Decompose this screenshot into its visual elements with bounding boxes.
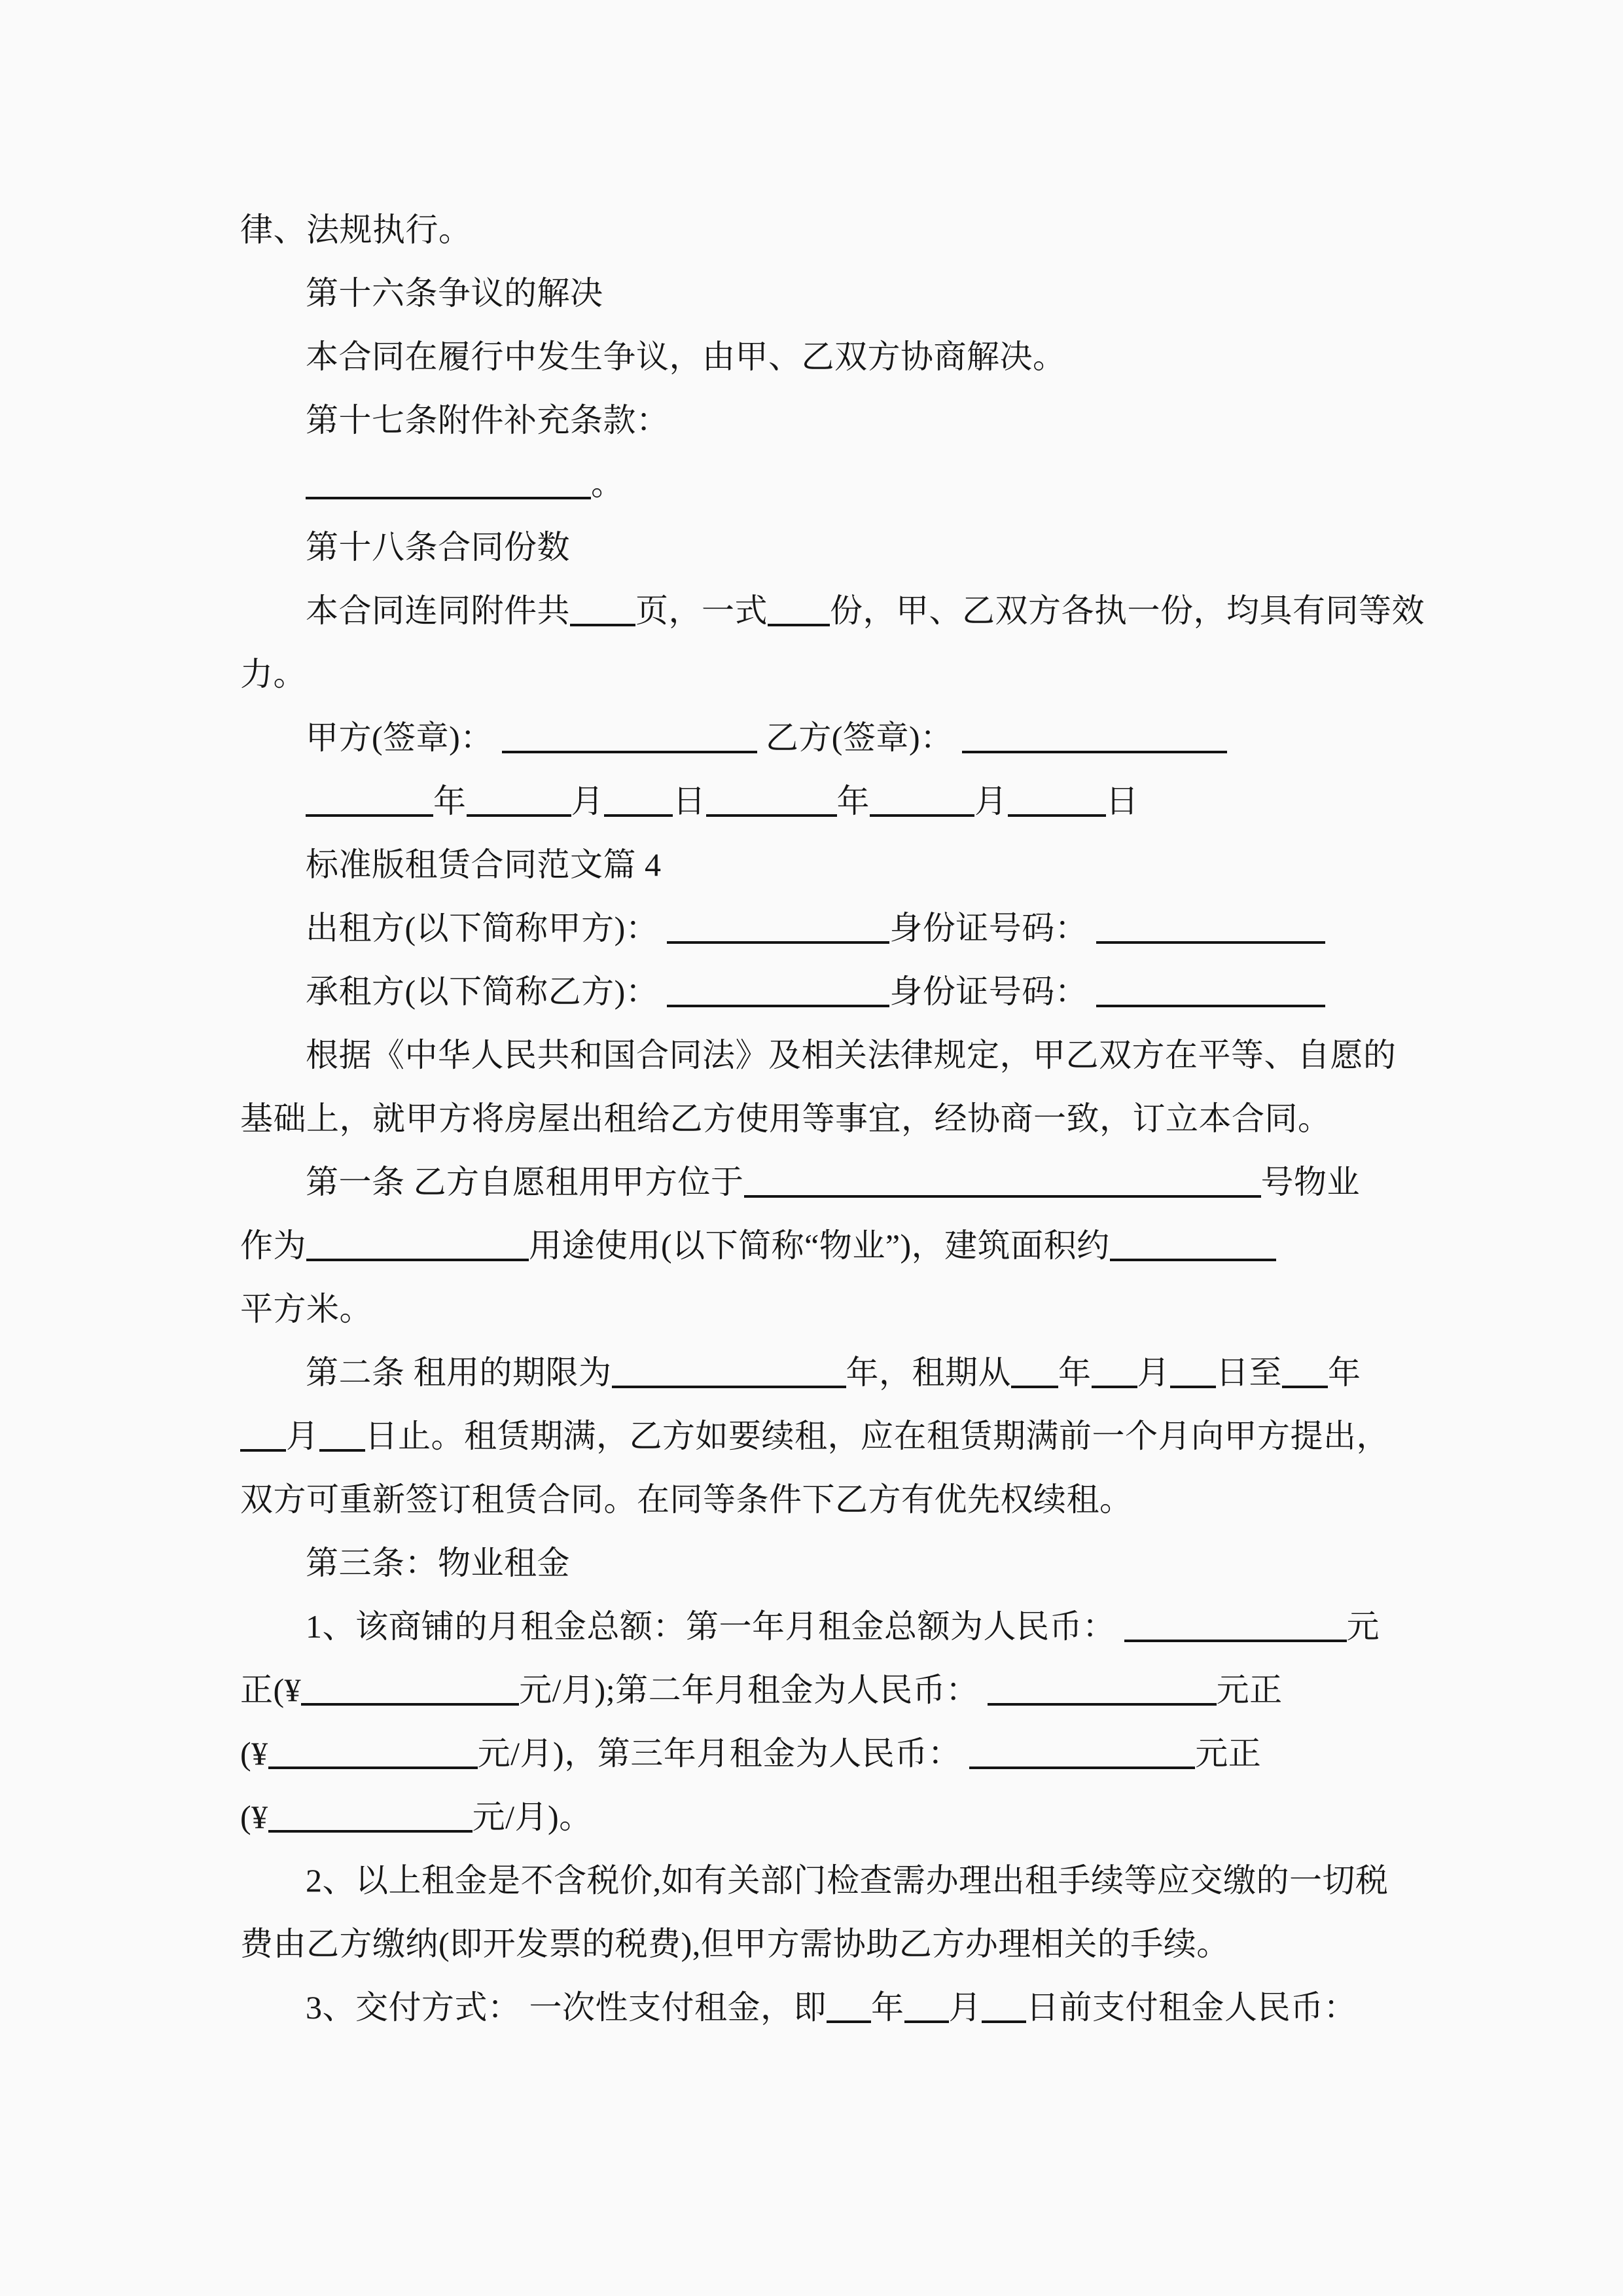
text-line xyxy=(240,1849,1440,1912)
text-segment: 用途使用(以下简称“物业”)，建筑面积约 xyxy=(529,1227,1110,1264)
blank-underline xyxy=(240,1419,286,1452)
blank-underline xyxy=(306,784,433,817)
text-segment: 月 xyxy=(974,783,1008,819)
text-segment: 元 xyxy=(1346,1608,1380,1645)
blank-underline xyxy=(962,721,1227,753)
text-line xyxy=(240,452,1440,516)
text-segment: 日止。租赁期满，乙方如要续租，应在租赁期满前一个月向甲方提出， xyxy=(365,1418,1389,1454)
text-segment: 出租方(以下简称甲方)： xyxy=(306,910,668,946)
text-line xyxy=(240,516,1440,579)
text-segment: 年 xyxy=(433,783,467,819)
text-line xyxy=(240,1151,1440,1214)
text-segment: 日 xyxy=(673,783,706,819)
blank-underline xyxy=(667,911,889,944)
text-line xyxy=(240,960,1440,1024)
text-line xyxy=(240,1532,1440,1595)
text-segment: 元正 xyxy=(1195,1735,1262,1772)
text-line xyxy=(240,897,1440,960)
blank-underline xyxy=(969,1736,1195,1769)
text-segment: 力。 xyxy=(240,656,306,692)
text-segment: 标准版租赁合同范文篇 4 xyxy=(306,846,662,883)
text-line xyxy=(240,1912,1440,1976)
text-line xyxy=(240,1659,1440,1722)
blank-underline xyxy=(306,1229,529,1261)
blank-underline xyxy=(667,975,889,1007)
text-segment: 号物业 xyxy=(1260,1164,1360,1200)
blank-underline xyxy=(612,1355,846,1388)
text-segment: 月 xyxy=(948,1989,982,2026)
blank-underline xyxy=(268,1736,478,1769)
text-segment: 月 xyxy=(1137,1354,1170,1391)
blank-underline xyxy=(982,1990,1026,2023)
text-segment: 费由乙方缴纳(即开发票的税费),但甲方需协助乙方办理相关的手续。 xyxy=(240,1926,1230,1962)
text-segment: 基础上，就甲方将房屋出租给乙方使用等事宜，经协商一致，订立本合同。 xyxy=(240,1100,1331,1137)
blank-underline xyxy=(706,784,837,817)
text-segment: 承租方(以下简称乙方)： xyxy=(306,973,668,1010)
blank-underline xyxy=(1124,1609,1347,1642)
text-line xyxy=(240,1278,1440,1341)
text-segment: 日 xyxy=(1105,783,1139,819)
text-line xyxy=(240,1024,1440,1087)
text-segment: 年 xyxy=(1328,1354,1361,1391)
text-segment: 元/月)，第三年月租金为人民币： xyxy=(477,1735,970,1772)
text-segment: 平方米。 xyxy=(240,1291,372,1327)
text-segment: 本合同在履行中发生争议，由甲、乙双方协商解决。 xyxy=(306,338,1066,375)
blank-underline xyxy=(268,1800,473,1833)
text-segment: 律、法规执行。 xyxy=(240,211,472,248)
text-line xyxy=(240,1976,1440,2039)
blank-underline xyxy=(1092,1355,1137,1388)
text-line xyxy=(240,1785,1440,1849)
text-segment: 日至 xyxy=(1216,1354,1282,1391)
text-line xyxy=(240,1087,1440,1151)
text-segment: (¥ xyxy=(240,1799,268,1835)
blank-underline xyxy=(306,467,591,499)
blank-underline xyxy=(570,594,635,626)
text-segment: 双方可重新签订租赁合同。在同等条件下乙方有优先权续租。 xyxy=(240,1481,1133,1518)
text-segment: 元/月)。 xyxy=(472,1799,592,1835)
text-segment: 第二条 租用的期限为 xyxy=(306,1354,612,1391)
text-segment: 年 xyxy=(1058,1354,1092,1391)
blank-underline xyxy=(467,784,571,817)
text-segment: 第三条：物业租金 xyxy=(306,1545,570,1581)
blank-underline xyxy=(604,784,673,817)
text-line xyxy=(240,1595,1440,1659)
blank-underline xyxy=(744,1165,1261,1198)
text-segment: 份，甲、乙双方各执一份，均具有同等效 xyxy=(830,592,1425,629)
blank-underline xyxy=(319,1419,365,1452)
text-line xyxy=(240,1405,1440,1468)
text-segment: 页，一式 xyxy=(635,592,768,629)
text-segment: (¥ xyxy=(240,1735,268,1772)
text-line xyxy=(240,770,1440,833)
blank-underline xyxy=(301,1673,519,1706)
blank-underline xyxy=(1011,1355,1058,1388)
blank-underline xyxy=(1096,911,1325,944)
text-segment: 3、交付方式： 一次性支付租金，即 xyxy=(306,1989,827,2026)
blank-underline xyxy=(1096,975,1325,1007)
text-line xyxy=(240,1722,1440,1785)
blank-underline xyxy=(988,1673,1217,1706)
blank-underline xyxy=(904,1990,949,2023)
text-segment: 1、该商铺的月租金总额：第一年月租金总额为人民币： xyxy=(306,1608,1124,1645)
blank-underline xyxy=(827,1990,871,2023)
text-segment: 第十七条附件补充条款： xyxy=(306,402,669,439)
text-segment: 日前支付租金人民币： xyxy=(1026,1989,1357,2026)
blank-underline xyxy=(502,721,757,753)
text-segment: 年，租期从 xyxy=(846,1354,1011,1391)
text-line xyxy=(240,389,1440,452)
text-segment: 第十六条争议的解决 xyxy=(306,275,603,312)
text-segment: 年 xyxy=(836,783,870,819)
text-line xyxy=(240,706,1440,770)
text-line xyxy=(240,1341,1440,1405)
text-segment: 本合同连同附件共 xyxy=(306,592,570,629)
text-segment: 元正 xyxy=(1216,1672,1283,1708)
text-segment: 2、以上租金是不含税价,如有关部门检查需办理出租手续等应交缴的一切税 xyxy=(306,1862,1389,1899)
blank-underline xyxy=(870,784,974,817)
text-line xyxy=(240,262,1440,325)
text-segment: 甲方(签章)： xyxy=(306,719,502,756)
text-segment: 根据《中华人民共和国合同法》及相关法律规定，甲乙双方在平等、自愿的 xyxy=(306,1037,1397,1073)
text-segment: 。 xyxy=(591,465,624,502)
text-segment: 第一条 乙方自愿租用甲方位于 xyxy=(306,1164,744,1200)
text-line xyxy=(240,325,1440,389)
text-segment: 年 xyxy=(871,1989,904,2026)
blank-underline xyxy=(768,594,830,626)
text-line xyxy=(240,1468,1440,1532)
text-segment: 身份证号码： xyxy=(889,973,1097,1010)
text-line xyxy=(240,1214,1440,1278)
text-segment: 月 xyxy=(571,783,604,819)
text-segment: 作为 xyxy=(240,1227,306,1264)
text-line xyxy=(240,198,1440,262)
text-segment: 身份证号码： xyxy=(889,910,1097,946)
text-segment: 月 xyxy=(286,1418,319,1454)
blank-underline xyxy=(1170,1355,1216,1388)
blank-underline xyxy=(1282,1355,1328,1388)
text-segment: 元/月);第二年月租金为人民币： xyxy=(519,1672,988,1708)
blank-underline xyxy=(1110,1229,1276,1261)
text-line xyxy=(240,643,1440,706)
text-segment: 正(¥ xyxy=(240,1672,302,1708)
text-segment: 第十八条合同份数 xyxy=(306,529,570,565)
text-line xyxy=(240,833,1440,897)
text-line xyxy=(240,579,1440,643)
text-segment: 乙方(签章)： xyxy=(757,719,962,756)
blank-underline xyxy=(1008,784,1106,817)
